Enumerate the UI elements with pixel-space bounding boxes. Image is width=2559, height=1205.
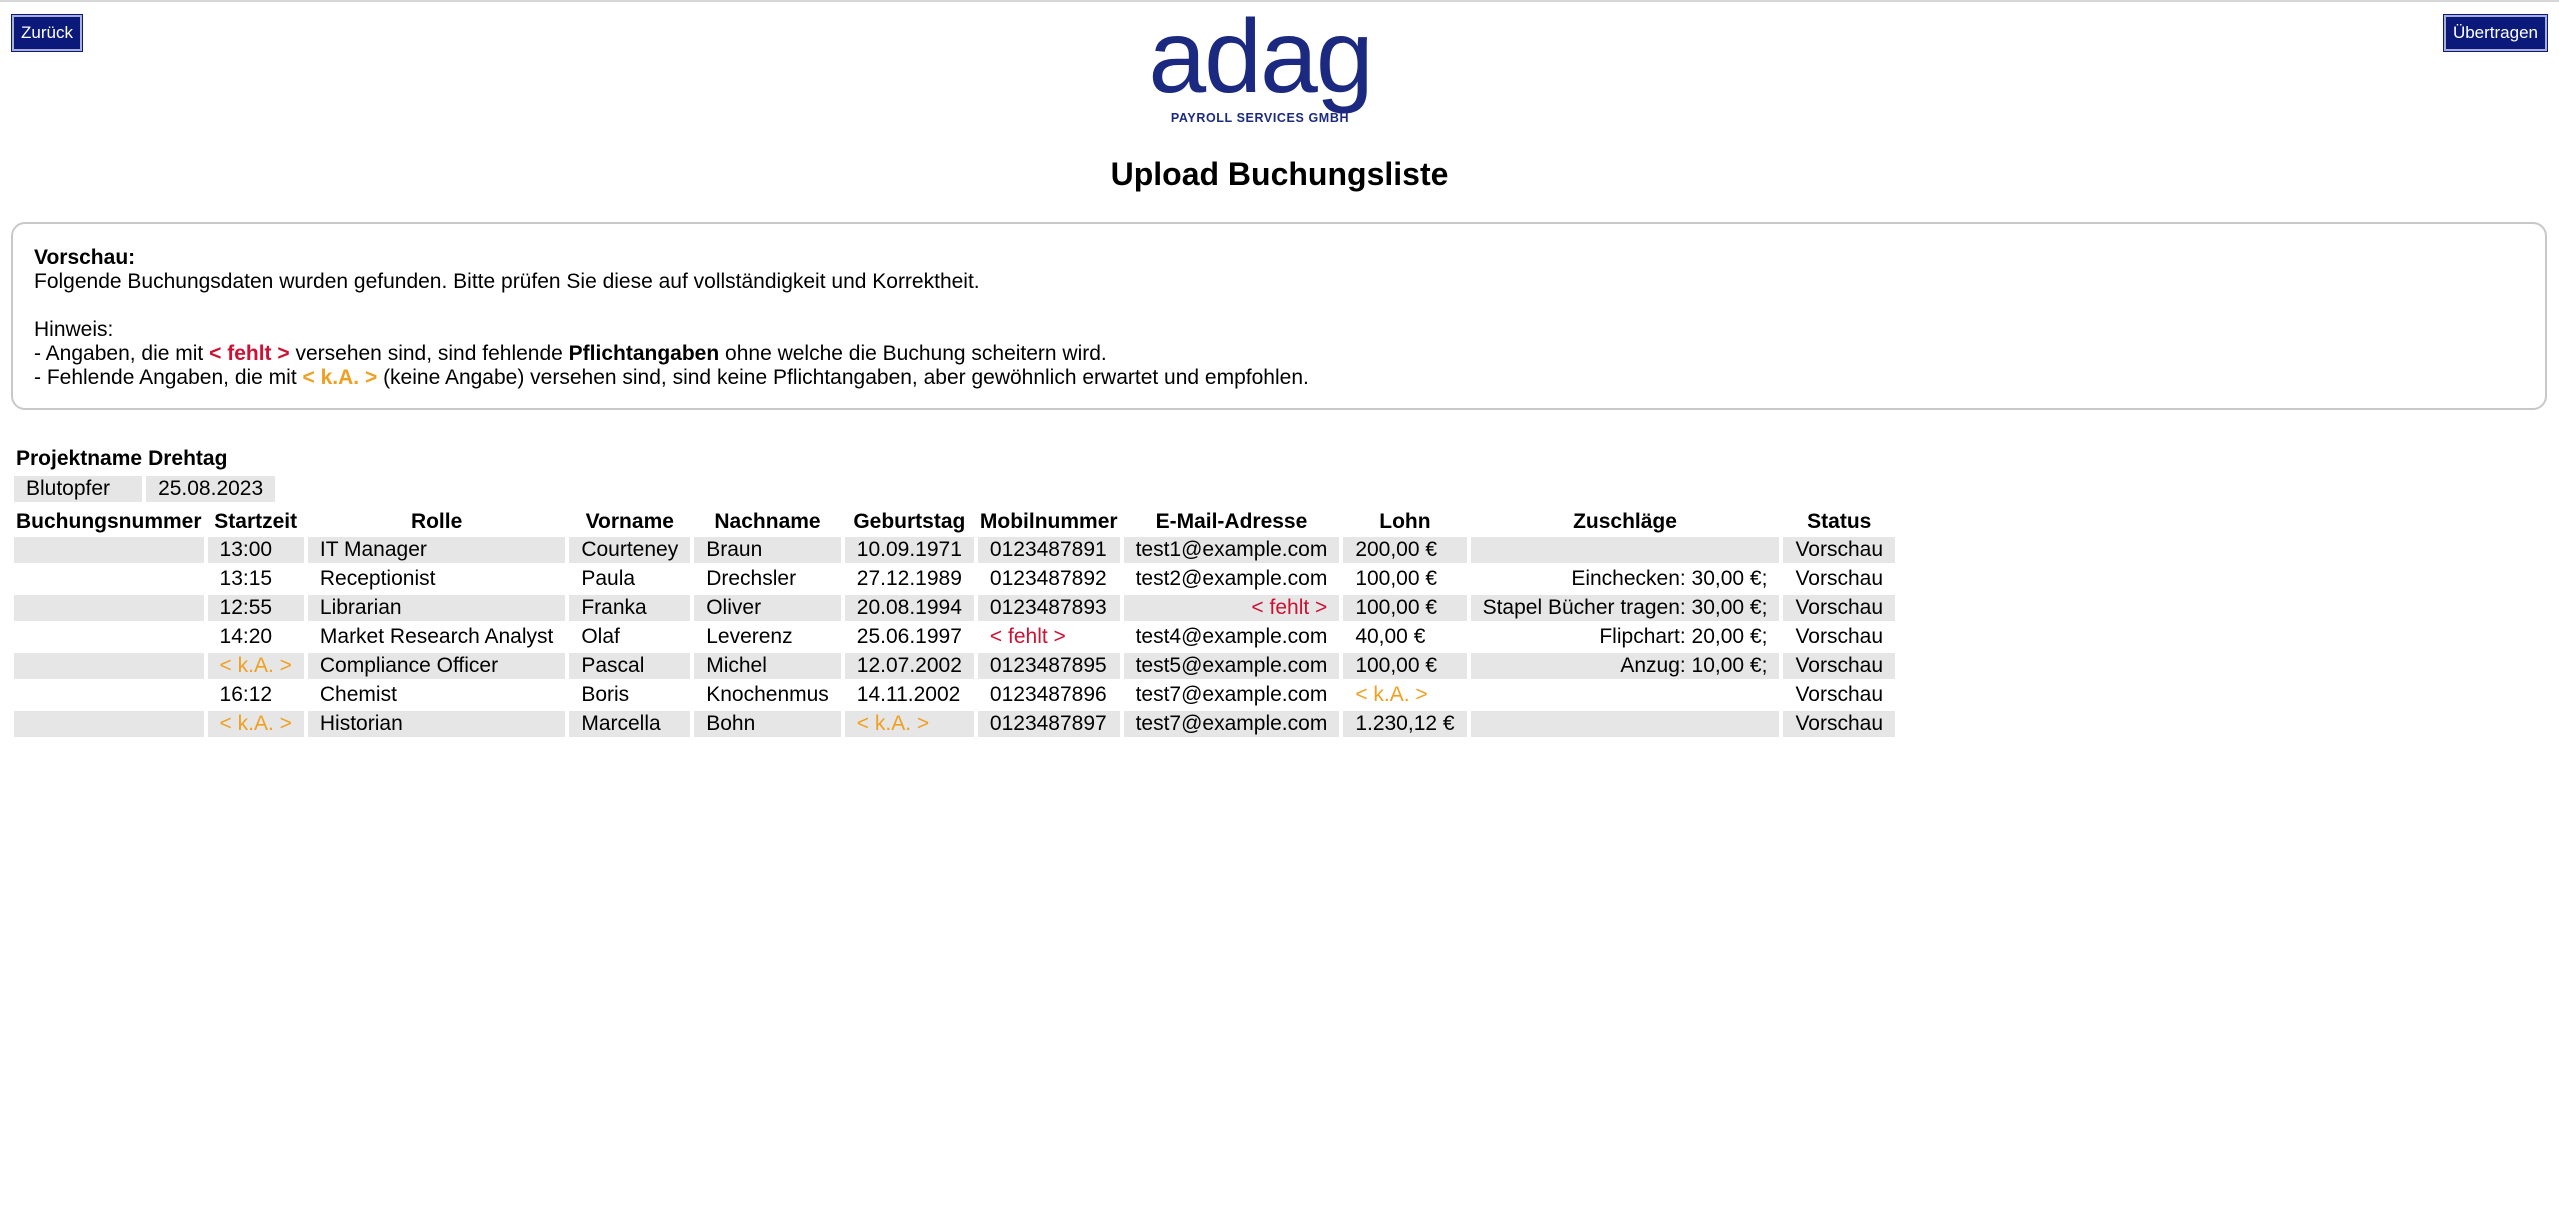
cell-buchungsnummer [14,537,204,563]
cell-buchungsnummer [14,682,204,708]
cell-email: test1@example.com [1124,537,1340,563]
cell-buchungsnummer [14,595,204,621]
cell-status: Vorschau [1783,653,1895,679]
info-line: Folgende Buchungsdaten wurden gefunden. Bitte prüfen Sie diese auf vollständigkeit und Korrektheit. [34,270,980,293]
cell-status: Vorschau [1783,595,1895,621]
meta-drehtag: 25.08.2023 [146,476,275,502]
header-email: E-Mail-Adresse [1155,510,1308,533]
cell-lohn: 100,00 € [1343,653,1466,679]
meta-projektname: Blutopfer [14,476,142,502]
cell-vorname: Marcella [569,711,690,737]
cell-buchungsnummer [14,653,204,679]
cell-zuschlaege [1471,537,1780,563]
bookings-table [10,506,1899,740]
cell-rolle: Market Research Analyst [319,625,554,648]
cell-rolle: IT Manager [308,537,565,563]
cell-email: test4@example.com [1135,625,1328,648]
cell-geburtstag: 12.07.2002 [845,653,974,679]
cell-buchungsnummer [14,624,204,650]
cell-vorname: Paula [581,567,636,590]
cell-nachname: Oliver [694,595,841,621]
cell-buchungsnummer [14,566,204,592]
cell-status: Vorschau [1783,711,1895,737]
cell-rolle: Compliance Officer [308,653,565,679]
cell-rolle: Receptionist [319,567,436,590]
cell-nachname: Bohn [694,711,841,737]
cell-startzeit: < k.A. > [208,711,304,737]
cell-mobilnummer: < fehlt > [989,625,1066,648]
cell-status: Vorschau [1795,625,1884,648]
cell-status: Vorschau [1795,683,1884,706]
cell-startzeit: 14:20 [219,625,273,648]
cell-rolle: Historian [308,711,565,737]
cell-mobilnummer: 0123487893 [978,595,1120,621]
adag-logo [1130,14,1390,130]
cell-status: Vorschau [1795,567,1884,590]
cell-mobilnummer: 0123487896 [989,683,1107,706]
cell-zuschlaege: Flipchart: 20,00 €; [1599,625,1768,648]
cell-geburtstag: < k.A. > [845,711,974,737]
table-row [14,711,1895,737]
cell-email: test7@example.com [1135,683,1328,706]
header-startzeit: Startzeit [214,510,298,533]
header-geburtstag: Geburtstag [853,510,966,533]
table-row [14,682,1895,708]
cell-rolle: Librarian [308,595,565,621]
table-row [14,653,1895,679]
header-nachname: Nachname [714,510,821,533]
header-zuschlaege: Zuschläge [1573,510,1677,533]
cell-mobilnummer: 0123487897 [978,711,1120,737]
table-row [14,595,1895,621]
cell-zuschlaege [1471,682,1780,708]
cell-rolle: Chemist [319,683,397,706]
hint-optional: - Fehlende Angaben, die mit < k.A. > (keine Angabe) versehen sind, sind keine Pflichtangaben, aber gewöhnlich erwartet und empfohlen. [34,366,1309,389]
missing-required-marker: < fehlt > [209,342,290,365]
header-rolle: Rolle [410,510,463,533]
cell-lohn: 200,00 € [1343,537,1466,563]
cell-mobilnummer: 0123487892 [989,567,1107,590]
cell-lohn: 40,00 € [1355,625,1426,648]
cell-lohn: < k.A. > [1355,683,1428,706]
cell-vorname: Courteney [569,537,690,563]
svg-text:adag: adag [1148,14,1372,115]
header-buchungsnummer: Buchungsnummer [16,510,202,533]
cell-buchungsnummer [14,711,204,737]
cell-email: test2@example.com [1135,567,1328,590]
cell-mobilnummer: 0123487895 [978,653,1120,679]
cell-mobilnummer: 0123487891 [978,537,1120,563]
table-row [14,624,1895,650]
hint-label: Hinweis: [34,318,114,341]
submit-button[interactable]: Übertragen [2444,15,2547,51]
cell-geburtstag: 20.08.1994 [845,595,974,621]
cell-vorname: Pascal [569,653,690,679]
cell-startzeit: 16:12 [219,683,273,706]
cell-zuschlaege: Stapel Bücher tragen: 30,00 €; [1471,595,1780,621]
meta-header-projektname: Projektname [16,447,143,470]
cell-geburtstag: 14.11.2002 [856,683,961,706]
table-row [14,537,1895,563]
table-row [14,566,1895,592]
meta-header-drehtag: Drehtag [148,447,228,470]
cell-status: Vorschau [1783,537,1895,563]
cell-zuschlaege: Einchecken: 30,00 €; [1571,567,1768,590]
cell-geburtstag: 25.06.1997 [856,625,962,648]
cell-lohn: 100,00 € [1355,567,1438,590]
project-meta-table [10,444,279,504]
cell-vorname: Olaf [581,625,620,648]
svg-text:PAYROLL SERVICES GMBH: PAYROLL SERVICES GMBH [1170,111,1350,125]
cell-lohn: 1.230,12 € [1343,711,1466,737]
back-button[interactable]: Zurück [12,15,82,51]
cell-lohn: 100,00 € [1343,595,1466,621]
header-vorname: Vorname [585,510,674,533]
cell-email: test5@example.com [1124,653,1340,679]
cell-zuschlaege [1471,711,1780,737]
cell-startzeit: 12:55 [208,595,304,621]
cell-email: < fehlt > [1124,595,1340,621]
cell-nachname: Knochenmus [706,683,829,706]
cell-zuschlaege: Anzug: 10,00 €; [1471,653,1780,679]
header-lohn: Lohn [1379,510,1431,533]
cell-nachname: Braun [694,537,841,563]
cell-nachname: Michel [694,653,841,679]
cell-vorname: Boris [581,683,630,706]
cell-startzeit: < k.A. > [208,653,304,679]
cell-nachname: Leverenz [706,625,793,648]
cell-nachname: Drechsler [706,567,797,590]
info-heading: Vorschau: [34,246,136,269]
header-status: Status [1807,510,1872,533]
hint-required: - Angaben, die mit < fehlt > versehen sind, sind fehlende Pflichtangaben ohne welche die Buchung scheitern wird. [34,342,1107,365]
preview-info-box [11,222,2547,410]
header-mobilnummer: Mobilnummer [979,510,1118,533]
cell-email: test7@example.com [1124,711,1340,737]
cell-geburtstag: 27.12.1989 [856,567,962,590]
cell-vorname: Franka [569,595,690,621]
page-title: Upload Buchungsliste [1110,156,1449,192]
cell-startzeit: 13:00 [208,537,304,563]
cell-startzeit: 13:15 [219,567,273,590]
missing-optional-marker: < k.A. > [302,366,378,389]
top-border [0,0,2559,2]
cell-geburtstag: 10.09.1971 [845,537,974,563]
